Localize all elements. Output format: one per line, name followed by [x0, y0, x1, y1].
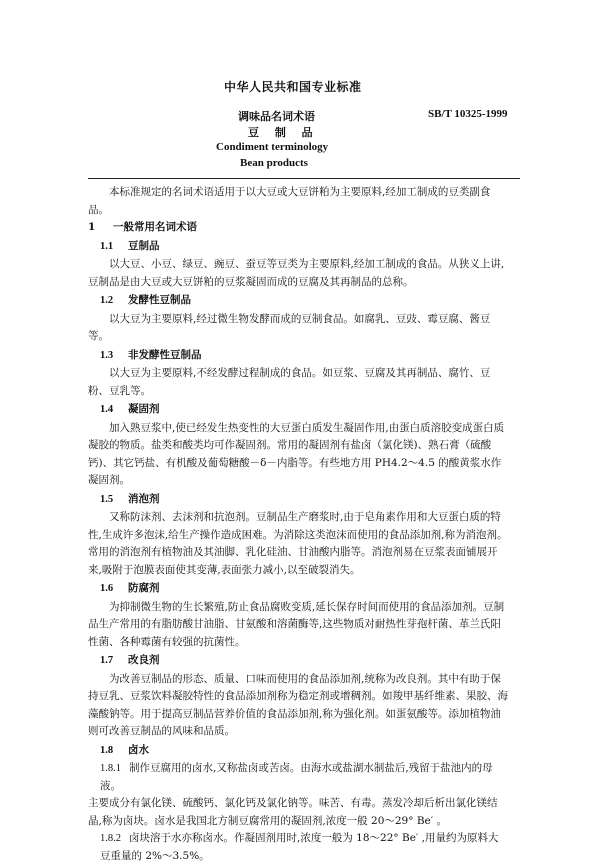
heading-1-3 — [88, 347, 508, 365]
heading-number: 1.1 — [100, 240, 114, 252]
standard-type: 中华人民共和国专业标准 — [224, 80, 362, 94]
clause-number: 1.8.2 — [100, 833, 121, 844]
heading-label: 凝固剂 — [128, 403, 160, 415]
heading-label: 非发酵性豆制品 — [128, 348, 202, 361]
heading-label: 豆制品 — [128, 239, 160, 252]
title-en: Condiment terminology — [216, 141, 329, 153]
clause-text: 卤块溶于水亦称卤水。作凝固剂用时,浓度一般为 18～22° Be′ ,用量约为原料大豆重量的 2%～3.5%。 — [100, 832, 499, 862]
heading-number: 1.2 — [100, 295, 114, 306]
heading-number: 1.4 — [100, 404, 114, 415]
subtitle-zh: 豆 制 品 — [248, 126, 319, 139]
header-divider — [88, 178, 520, 179]
heading-label: 发酵性豆制品 — [128, 294, 191, 306]
heading-number: 1.6 — [100, 583, 114, 594]
intro-paragraph: 本标准规定的名词术语适用于以大豆或大豆饼粕为主要原料,经加工制成的豆类副食品。 — [88, 186, 491, 216]
heading-label: 改良剂 — [128, 654, 160, 666]
title-zh: 调味品名词术语 — [238, 110, 315, 123]
document-body — [88, 184, 508, 865]
standard-code: SB/T 10325-1999 — [428, 108, 508, 120]
paragraph-1-6: 为抑制微生物的生长繁殖,防止食品腐败变质,延长保存时间而使用的食品添加剂。豆制品生产常用的有脂肪酸甘油脂、甘氨酸和溶菌酶等,这些物质对耐热性芽孢杆菌、革兰氏阳性菌、各种霉菌有较强的抗菌性。 — [88, 600, 505, 648]
heading-number: 1.8 — [100, 744, 114, 756]
paragraph-1-4: 加入熟豆浆中,使已经发生热变性的大豆蛋白质发生凝固作用,由蛋白质溶胶变成蛋白质凝胶的物质。盐类和酸类均可作凝固剂。常用的凝固剂有盐卤（氯化镁)、熟石膏（硫酸钙)、其它钙盐、有机酸及葡萄糖酸－δ－内脂等。有些地方用 PH4.2～4.5 的酸黄浆水作凝固剂。 — [88, 421, 505, 486]
clause-1-8-2 — [88, 830, 508, 865]
section-number: 1 — [88, 221, 96, 233]
heading-number: 1.3 — [100, 349, 114, 361]
paragraph-1-5: 又称防沫剂、去沫剂和抗泡剂。豆制品生产磨浆时,由于皂角素作用和大豆蛋白质的特性,生成许多泡沫,给生产操作造成困难。为消除这类泡沫而使用的食品添加剂,称为消泡剂。常用的消泡剂有植物油及其油脚、乳化硅油、甘油酸内脂等。消泡剂易在豆浆表面铺展开来,吸附于泡膜表面使其变薄,表面张力减小,以至破裂消失。 — [88, 511, 508, 576]
paragraph-1-1: 以大豆、小豆、绿豆、豌豆、蚕豆等豆类为主要原料,经加工制成的食品。从狭义上讲,豆制品是由大豆或大豆饼粕的豆浆凝固而成的豆腐及其再制品的总称。 — [88, 258, 505, 288]
section-label: 一般常用名词术语 — [112, 221, 197, 233]
heading-number: 1.5 — [100, 493, 114, 505]
clause-number: 1.8.1 — [100, 763, 121, 774]
subtitle-en: Bean products — [240, 157, 308, 169]
paragraph-1-3: 以大豆为主要原料,不经发酵过程制成的食品。如豆浆、豆腐及其再制品、腐竹、豆粉、豆乳等。 — [88, 367, 491, 397]
paragraph-1-7: 为改善豆制品的形态、质量、口味而使用的食品添加剂,统称为改良剂。其中有助于保持豆乳、豆浆饮料凝胶特性的食品添加剂称为稳定剂或增稠剂。如羧甲基纤维素、果胶、海藻酸钠等。用于提高豆制品营养价值的食品添加剂,称为强化剂。如蛋氨酸等。添加植物油则可改善豆制品的风味和品质。 — [88, 672, 508, 737]
clause-text: 制作豆腐用的卤水,又称盐卤或苦卤。由海水或盐湖水制盐后,残留于盐池内的母液。 — [100, 762, 493, 792]
paragraph-1-2: 以大豆为主要原料,经过微生物发酵而成的豆制食品。如腐乳、豆豉、霉豆腐、酱豆等。 — [88, 312, 491, 342]
paragraph-1-8-1-cont: 主要成分有氯化镁、硫酸钙、氯化钙及氯化钠等。味苦、有毒。蒸发冷却后析出氯化镁结晶,称为卤块。卤水是我国北方制豆腐常用的凝固剂,浓度一般 20～29° Be′ 。 — [88, 797, 498, 827]
clause-1-8-1 — [88, 760, 508, 795]
heading-1-1 — [88, 238, 508, 256]
heading-1-5 — [88, 491, 508, 509]
heading-1-8 — [88, 742, 508, 760]
heading-1-6 — [88, 580, 508, 598]
heading-1-2 — [88, 292, 508, 310]
heading-1-7 — [88, 652, 508, 670]
section-1-heading — [88, 219, 508, 237]
heading-number: 1.7 — [100, 655, 114, 666]
heading-label: 防腐剂 — [128, 582, 160, 594]
heading-1-4 — [88, 401, 508, 419]
heading-label: 卤水 — [128, 743, 149, 756]
heading-label: 消泡剂 — [128, 492, 160, 505]
